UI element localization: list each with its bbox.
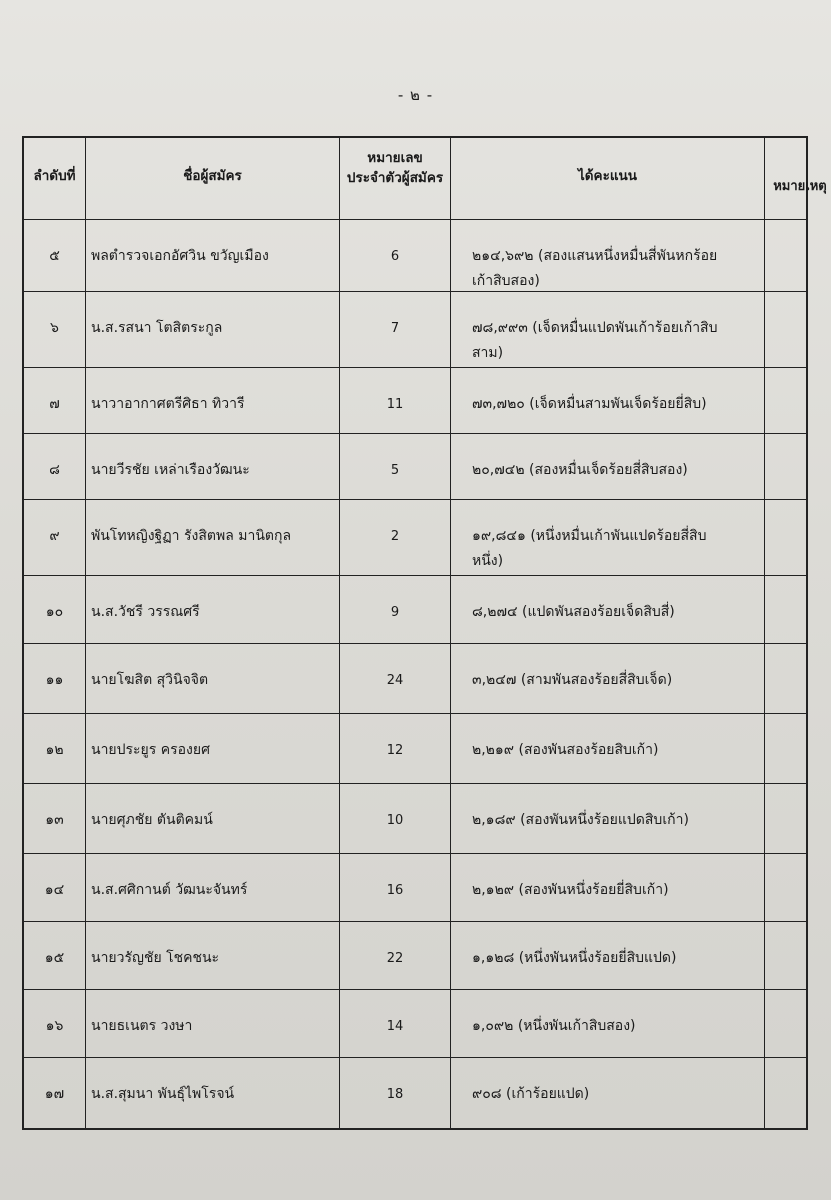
row-votes-line2: สาม) xyxy=(472,344,504,361)
row-name: นายวีรชัย เหล่าเรืองวัฒนะ xyxy=(86,434,340,499)
table-row xyxy=(24,714,806,784)
row-votes-line1: ๒๑๔,๖๙๒ (สองแสนหนึ่งหมื่นสี่พันหกร้อย xyxy=(472,248,718,264)
row-name: นายวรัญชัย โชคชนะ xyxy=(86,922,340,989)
row-remark xyxy=(765,576,806,643)
row-number: 2 xyxy=(340,500,451,575)
row-votes xyxy=(451,500,765,575)
row-votes xyxy=(451,434,765,499)
row-number: 22 xyxy=(340,922,451,989)
header-number-line2: ประจำตัวผู้สมัคร xyxy=(346,170,444,187)
row-remark xyxy=(765,1058,806,1128)
row-remark xyxy=(765,990,806,1057)
row-name: นายธเนตร วงษา xyxy=(86,990,340,1057)
table-row xyxy=(24,644,806,714)
row-seq: ๖ xyxy=(24,292,86,367)
header-number xyxy=(340,138,451,219)
header-seq: ลำดับที่ xyxy=(24,138,86,219)
results-table xyxy=(22,136,827,1130)
row-votes-line1: ๒,๒๑๙ (สองพันสองร้อยสิบเก้า) xyxy=(472,742,659,758)
table-row xyxy=(24,576,806,644)
row-votes xyxy=(451,990,765,1057)
row-number: 7 xyxy=(340,292,451,367)
row-number: 11 xyxy=(340,368,451,433)
row-votes xyxy=(451,1058,765,1128)
row-number: 24 xyxy=(340,644,451,713)
row-number: 9 xyxy=(340,576,451,643)
row-remark xyxy=(765,922,806,989)
row-seq: ๙ xyxy=(24,500,86,575)
row-votes-line2: เก้าสิบสอง) xyxy=(472,272,540,289)
row-remark xyxy=(765,644,806,713)
row-name: นายโฆสิต สุวินิจจิต xyxy=(86,644,340,713)
row-remark xyxy=(765,434,806,499)
row-seq: ๑๗ xyxy=(24,1058,86,1128)
table-row xyxy=(24,784,806,854)
row-remark xyxy=(765,500,806,575)
row-votes-line1: ๙๐๘ (เก้าร้อยแปด) xyxy=(472,1086,590,1102)
row-votes xyxy=(451,368,765,433)
header-remark: หมายเหตุ xyxy=(773,179,827,194)
row-number: 5 xyxy=(340,434,451,499)
table-row xyxy=(24,922,806,990)
row-seq: ๑๒ xyxy=(24,714,86,783)
row-votes xyxy=(451,854,765,921)
row-seq: ๑๓ xyxy=(24,784,86,853)
row-votes xyxy=(451,292,765,367)
row-seq: ๑๖ xyxy=(24,990,86,1057)
row-number: 6 xyxy=(340,220,451,291)
table-row xyxy=(24,854,806,922)
row-votes-line2: หนึ่ง) xyxy=(472,552,504,569)
table-row xyxy=(24,368,806,434)
table-header-row xyxy=(24,138,827,220)
row-remark xyxy=(765,784,806,853)
row-seq: ๑๕ xyxy=(24,922,86,989)
row-votes-line1: ๓,๒๔๗ (สามพันสองร้อยสี่สิบเจ็ด) xyxy=(472,672,673,688)
row-votes-line1: ๒,๑๒๙ (สองพันหนึ่งร้อยยี่สิบเก้า) xyxy=(472,882,669,898)
row-votes xyxy=(451,576,765,643)
row-seq: ๗ xyxy=(24,368,86,433)
row-name: น.ส.สุมนา พันธุ์ไพโรจน์ xyxy=(86,1058,340,1128)
header-number-line1: หมายเลข xyxy=(367,150,423,166)
row-number: 16 xyxy=(340,854,451,921)
row-votes-line1: ๘,๒๗๔ (แปดพันสองร้อยเจ็ดสิบสี่) xyxy=(472,604,675,620)
table-row xyxy=(24,292,806,368)
row-votes-line1: ๑,๑๒๘ (หนึ่งพันหนึ่งร้อยยี่สิบแปด) xyxy=(472,950,677,966)
header-name: ชื่อผู้สมัคร xyxy=(86,138,340,219)
row-remark xyxy=(765,220,806,291)
page-number: - ๒ - xyxy=(397,86,434,104)
row-name: นายประยูร ครองยศ xyxy=(86,714,340,783)
row-name: น.ส.ศศิกานต์ วัฒนะจันทร์ xyxy=(86,854,340,921)
row-votes-line1: ๒๐,๗๔๒ (สองหมื่นเจ็ดร้อยสี่สิบสอง) xyxy=(472,462,688,478)
row-votes xyxy=(451,644,765,713)
row-remark xyxy=(765,368,806,433)
row-number: 14 xyxy=(340,990,451,1057)
row-seq: ๑๐ xyxy=(24,576,86,643)
row-remark xyxy=(765,292,806,367)
row-votes-line1: ๑,๐๙๒ (หนึ่งพันเก้าสิบสอง) xyxy=(472,1018,636,1034)
row-votes-line1: ๒,๑๘๙ (สองพันหนึ่งร้อยแปดสิบเก้า) xyxy=(472,812,689,828)
row-votes-line1: ๗๘,๙๙๓ (เจ็ดหมื่นแปดพันเก้าร้อยเก้าสิบ xyxy=(472,320,718,336)
row-votes xyxy=(451,922,765,989)
table-row xyxy=(24,990,806,1058)
row-name: น.ส.รสนา โตสิตระกูล xyxy=(86,292,340,367)
row-number: 18 xyxy=(340,1058,451,1128)
row-number: 12 xyxy=(340,714,451,783)
row-votes xyxy=(451,714,765,783)
row-votes xyxy=(451,784,765,853)
row-votes-line1: ๑๙,๘๔๑ (หนึ่งหมื่นเก้าพันแปดร้อยสี่สิบ xyxy=(472,528,707,544)
row-name: นาวาอากาศตรีศิธา ทิวารี xyxy=(86,368,340,433)
row-seq: ๑๔ xyxy=(24,854,86,921)
row-votes-line1: ๗๓,๗๒๐ (เจ็ดหมื่นสามพันเจ็ดร้อยยี่สิบ) xyxy=(472,396,707,412)
row-remark xyxy=(765,854,806,921)
row-seq: ๕ xyxy=(24,220,86,291)
table-row xyxy=(24,434,806,500)
row-name: พลตำรวจเอกอัศวิน ขวัญเมือง xyxy=(86,220,340,291)
table-row xyxy=(24,500,806,576)
header-votes: ได้คะแนน xyxy=(451,138,765,219)
row-remark xyxy=(765,714,806,783)
row-votes xyxy=(451,220,765,291)
row-name: นายศุภชัย ตันติคมน์ xyxy=(86,784,340,853)
row-number: 10 xyxy=(340,784,451,853)
table-row xyxy=(24,220,806,292)
row-seq: ๑๑ xyxy=(24,644,86,713)
row-name: พันโทหญิงฐิฏา รังสิตพล มานิตกุล xyxy=(86,500,340,575)
table-row xyxy=(24,1058,806,1128)
row-seq: ๘ xyxy=(24,434,86,499)
row-name: น.ส.วัชรี วรรณศรี xyxy=(86,576,340,643)
